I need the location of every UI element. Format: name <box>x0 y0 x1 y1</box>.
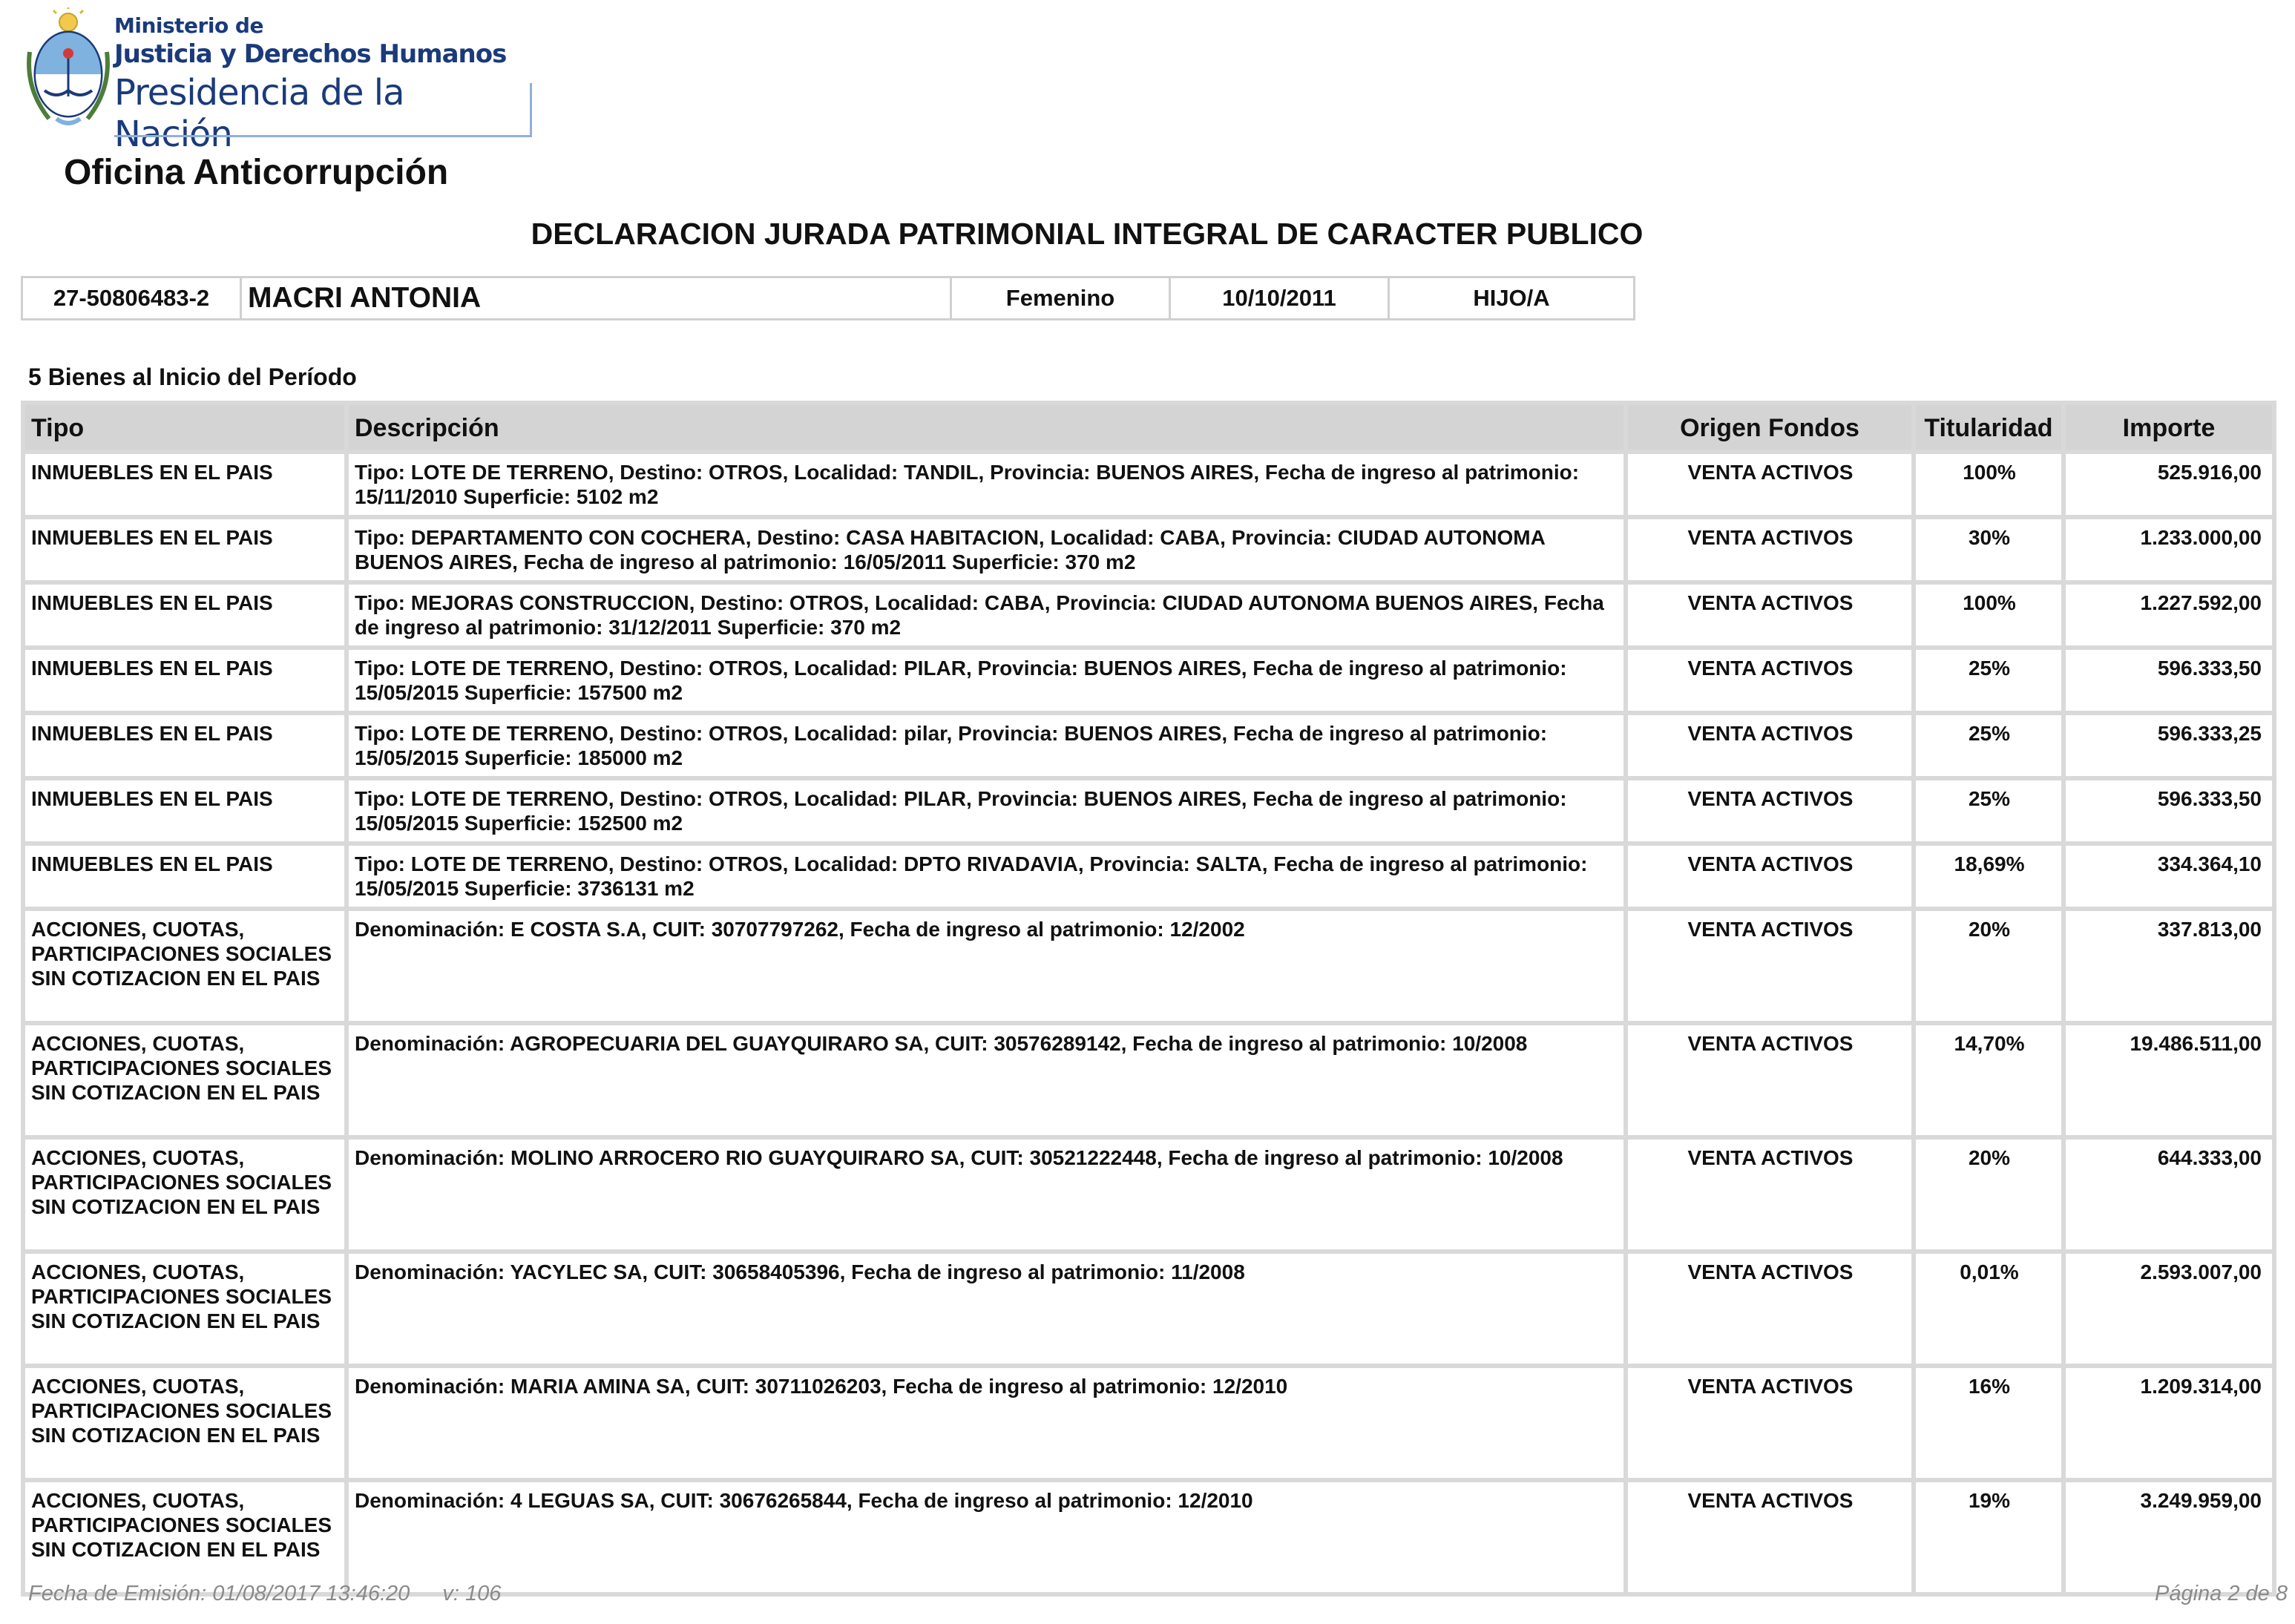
ministry-line3: Presidencia de la Nación <box>114 72 404 155</box>
cell-tipo: ACCIONES, CUOTAS, PARTICIPACIONES SOCIALES SIN COTIZACION EN EL PAIS <box>23 1480 347 1594</box>
coat-of-arms-icon <box>27 7 110 132</box>
cell-titularidad: 20% <box>1914 1137 2063 1252</box>
document-title: DECLARACION JURADA PATRIMONIAL INTEGRAL DE CARACTER PUBLICO <box>531 217 1644 251</box>
cell-descripcion: Denominación: MOLINO ARROCERO RIO GUAYQUIRARO SA, CUIT: 30521222448, Fecha de ingreso al patrimonio: 10/2008 <box>347 1137 1626 1252</box>
person-date: 10/10/2011 <box>1169 276 1390 320</box>
table-row <box>23 778 2274 844</box>
cell-origen: VENTA ACTIVOS <box>1626 648 1914 713</box>
cell-tipo: INMUEBLES EN EL PAIS <box>23 517 347 582</box>
cell-descripcion: Tipo: LOTE DE TERRENO, Destino: OTROS, Localidad: PILAR, Provincia: BUENOS AIRES, Fecha de ingreso al patrimonio: 15/05/2015 Superficie: 157500 m2 <box>347 648 1626 713</box>
cell-titularidad: 19% <box>1914 1480 2063 1594</box>
cell-importe: 644.333,00 <box>2063 1137 2274 1252</box>
cell-tipo: ACCIONES, CUOTAS, PARTICIPACIONES SOCIALES SIN COTIZACION EN EL PAIS <box>23 1252 347 1366</box>
table-row <box>23 1366 2274 1480</box>
ministry-line1: Ministerio de <box>114 13 263 38</box>
cell-origen: VENTA ACTIVOS <box>1626 844 1914 909</box>
cell-descripcion: Denominación: E COSTA S.A, CUIT: 30707797262, Fecha de ingreso al patrimonio: 12/2002 <box>347 909 1626 1023</box>
cell-tipo: INMUEBLES EN EL PAIS <box>23 452 347 517</box>
table-row <box>23 713 2274 778</box>
cell-importe: 3.249.959,00 <box>2063 1480 2274 1594</box>
cell-descripcion: Tipo: MEJORAS CONSTRUCCION, Destino: OTROS, Localidad: CABA, Provincia: CIUDAD AUTONOMA BUENOS AIRES, Fecha de ingreso al patrimonio: 31/12/2011 Superficie: 370 m2 <box>347 582 1626 648</box>
column-header-importe: Importe <box>2063 403 2274 452</box>
cell-tipo: ACCIONES, CUOTAS, PARTICIPACIONES SOCIALES SIN COTIZACION EN EL PAIS <box>23 1137 347 1252</box>
column-header-descripcion: Descripción <box>347 403 1626 452</box>
cell-titularidad: 18,69% <box>1914 844 2063 909</box>
table-row <box>23 1480 2274 1594</box>
cell-titularidad: 25% <box>1914 648 2063 713</box>
column-header-tipo: Tipo <box>23 403 347 452</box>
cell-titularidad: 16% <box>1914 1366 2063 1480</box>
table-header-row <box>23 403 2274 452</box>
table-row <box>23 648 2274 713</box>
cell-importe: 1.209.314,00 <box>2063 1366 2274 1480</box>
cell-importe: 2.593.007,00 <box>2063 1252 2274 1366</box>
table-row <box>23 909 2274 1023</box>
cell-titularidad: 30% <box>1914 517 2063 582</box>
cell-importe: 1.233.000,00 <box>2063 517 2274 582</box>
cell-origen: VENTA ACTIVOS <box>1626 778 1914 844</box>
logo-frame <box>114 83 532 137</box>
cell-descripcion: Tipo: LOTE DE TERRENO, Destino: OTROS, Localidad: pilar, Provincia: BUENOS AIRES, Fecha de ingreso al patrimonio: 15/05/2015 Superficie: 185000 m2 <box>347 713 1626 778</box>
cell-titularidad: 25% <box>1914 778 2063 844</box>
cell-importe: 525.916,00 <box>2063 452 2274 517</box>
office-title: Oficina Anticorrupción <box>64 153 449 192</box>
cell-descripcion: Tipo: DEPARTAMENTO CON COCHERA, Destino: CASA HABITACION, Localidad: CABA, Provincia: CIUDAD AUTONOMA BUENOS AIRES, Fecha de ingreso al patrimonio: 16/05/2011 Superficie: 370 m2 <box>347 517 1626 582</box>
cell-origen: VENTA ACTIVOS <box>1626 1137 1914 1252</box>
cell-tipo: INMUEBLES EN EL PAIS <box>23 582 347 648</box>
version: v: 106 <box>442 1582 502 1605</box>
cell-origen: VENTA ACTIVOS <box>1626 1023 1914 1137</box>
cell-titularidad: 100% <box>1914 452 2063 517</box>
cell-origen: VENTA ACTIVOS <box>1626 909 1914 1023</box>
cell-descripcion: Tipo: LOTE DE TERRENO, Destino: OTROS, Localidad: DPTO RIVADAVIA, Provincia: SALTA, Fecha de ingreso al patrimonio: 15/05/2015 Superficie: 3736131 m2 <box>347 844 1626 909</box>
cell-tipo: ACCIONES, CUOTAS, PARTICIPACIONES SOCIALES SIN COTIZACION EN EL PAIS <box>23 909 347 1023</box>
emission-date: Fecha de Emisión: 01/08/2017 13:46:20 <box>28 1582 410 1605</box>
cell-titularidad: 100% <box>1914 582 2063 648</box>
cell-tipo: ACCIONES, CUOTAS, PARTICIPACIONES SOCIALES SIN COTIZACION EN EL PAIS <box>23 1366 347 1480</box>
table-row <box>23 582 2274 648</box>
cell-descripcion: Denominación: AGROPECUARIA DEL GUAYQUIRARO SA, CUIT: 30576289142, Fecha de ingreso al patrimonio: 10/2008 <box>347 1023 1626 1137</box>
table-row <box>23 1023 2274 1137</box>
cell-tipo: INMUEBLES EN EL PAIS <box>23 844 347 909</box>
cell-tipo: INMUEBLES EN EL PAIS <box>23 648 347 713</box>
cell-importe: 596.333,50 <box>2063 778 2274 844</box>
cell-titularidad: 20% <box>1914 909 2063 1023</box>
cell-tipo: ACCIONES, CUOTAS, PARTICIPACIONES SOCIALES SIN COTIZACION EN EL PAIS <box>23 1023 347 1137</box>
cell-descripcion: Denominación: YACYLEC SA, CUIT: 30658405396, Fecha de ingreso al patrimonio: 11/2008 <box>347 1252 1626 1366</box>
cell-importe: 596.333,25 <box>2063 713 2274 778</box>
cell-tipo: INMUEBLES EN EL PAIS <box>23 713 347 778</box>
cell-descripcion: Tipo: LOTE DE TERRENO, Destino: OTROS, Localidad: PILAR, Provincia: BUENOS AIRES, Fecha de ingreso al patrimonio: 15/05/2015 Superficie: 152500 m2 <box>347 778 1626 844</box>
cell-titularidad: 0,01% <box>1914 1252 2063 1366</box>
cell-origen: VENTA ACTIVOS <box>1626 1480 1914 1594</box>
cell-importe: 19.486.511,00 <box>2063 1023 2274 1137</box>
cell-importe: 1.227.592,00 <box>2063 582 2274 648</box>
cell-origen: VENTA ACTIVOS <box>1626 452 1914 517</box>
cell-origen: VENTA ACTIVOS <box>1626 1366 1914 1480</box>
person-info-row <box>21 276 1633 320</box>
table-row <box>23 517 2274 582</box>
cell-titularidad: 14,70% <box>1914 1023 2063 1137</box>
table-row <box>23 1252 2274 1366</box>
person-sex: Femenino <box>950 276 1171 320</box>
column-header-titularidad: Titularidad <box>1914 403 2063 452</box>
section-title: 5 Bienes al Inicio del Período <box>28 364 357 390</box>
person-relation: HIJO/A <box>1388 276 1635 320</box>
cell-descripcion: Denominación: MARIA AMINA SA, CUIT: 30711026203, Fecha de ingreso al patrimonio: 12/2010 <box>347 1366 1626 1480</box>
cell-importe: 337.813,00 <box>2063 909 2274 1023</box>
cell-tipo: INMUEBLES EN EL PAIS <box>23 778 347 844</box>
table-row <box>23 844 2274 909</box>
cell-origen: VENTA ACTIVOS <box>1626 1252 1914 1366</box>
table-row <box>23 452 2274 517</box>
column-header-origen: Origen Fondos <box>1626 403 1914 452</box>
person-cuit: 27-50806483-2 <box>21 276 242 320</box>
cell-origen: VENTA ACTIVOS <box>1626 582 1914 648</box>
cell-descripcion: Tipo: LOTE DE TERRENO, Destino: OTROS, Localidad: TANDIL, Provincia: BUENOS AIRES, Fecha de ingreso al patrimonio: 15/11/2010 Superficie: 5102 m2 <box>347 452 1626 517</box>
ministry-logo <box>27 7 516 155</box>
cell-importe: 596.333,50 <box>2063 648 2274 713</box>
footer-emission <box>28 1582 528 1606</box>
cell-titularidad: 25% <box>1914 713 2063 778</box>
table-row <box>23 1137 2274 1252</box>
page-number: Página 2 de 8 <box>2155 1582 2288 1605</box>
ministry-line2: Justicia y Derechos Humanos <box>114 39 507 69</box>
cell-origen: VENTA ACTIVOS <box>1626 517 1914 582</box>
cell-importe: 334.364,10 <box>2063 844 2274 909</box>
cell-origen: VENTA ACTIVOS <box>1626 713 1914 778</box>
assets-table <box>21 401 2276 1597</box>
person-name: MACRI ANTONIA <box>240 276 952 320</box>
cell-descripcion: Denominación: 4 LEGUAS SA, CUIT: 30676265844, Fecha de ingreso al patrimonio: 12/2010 <box>347 1480 1626 1594</box>
